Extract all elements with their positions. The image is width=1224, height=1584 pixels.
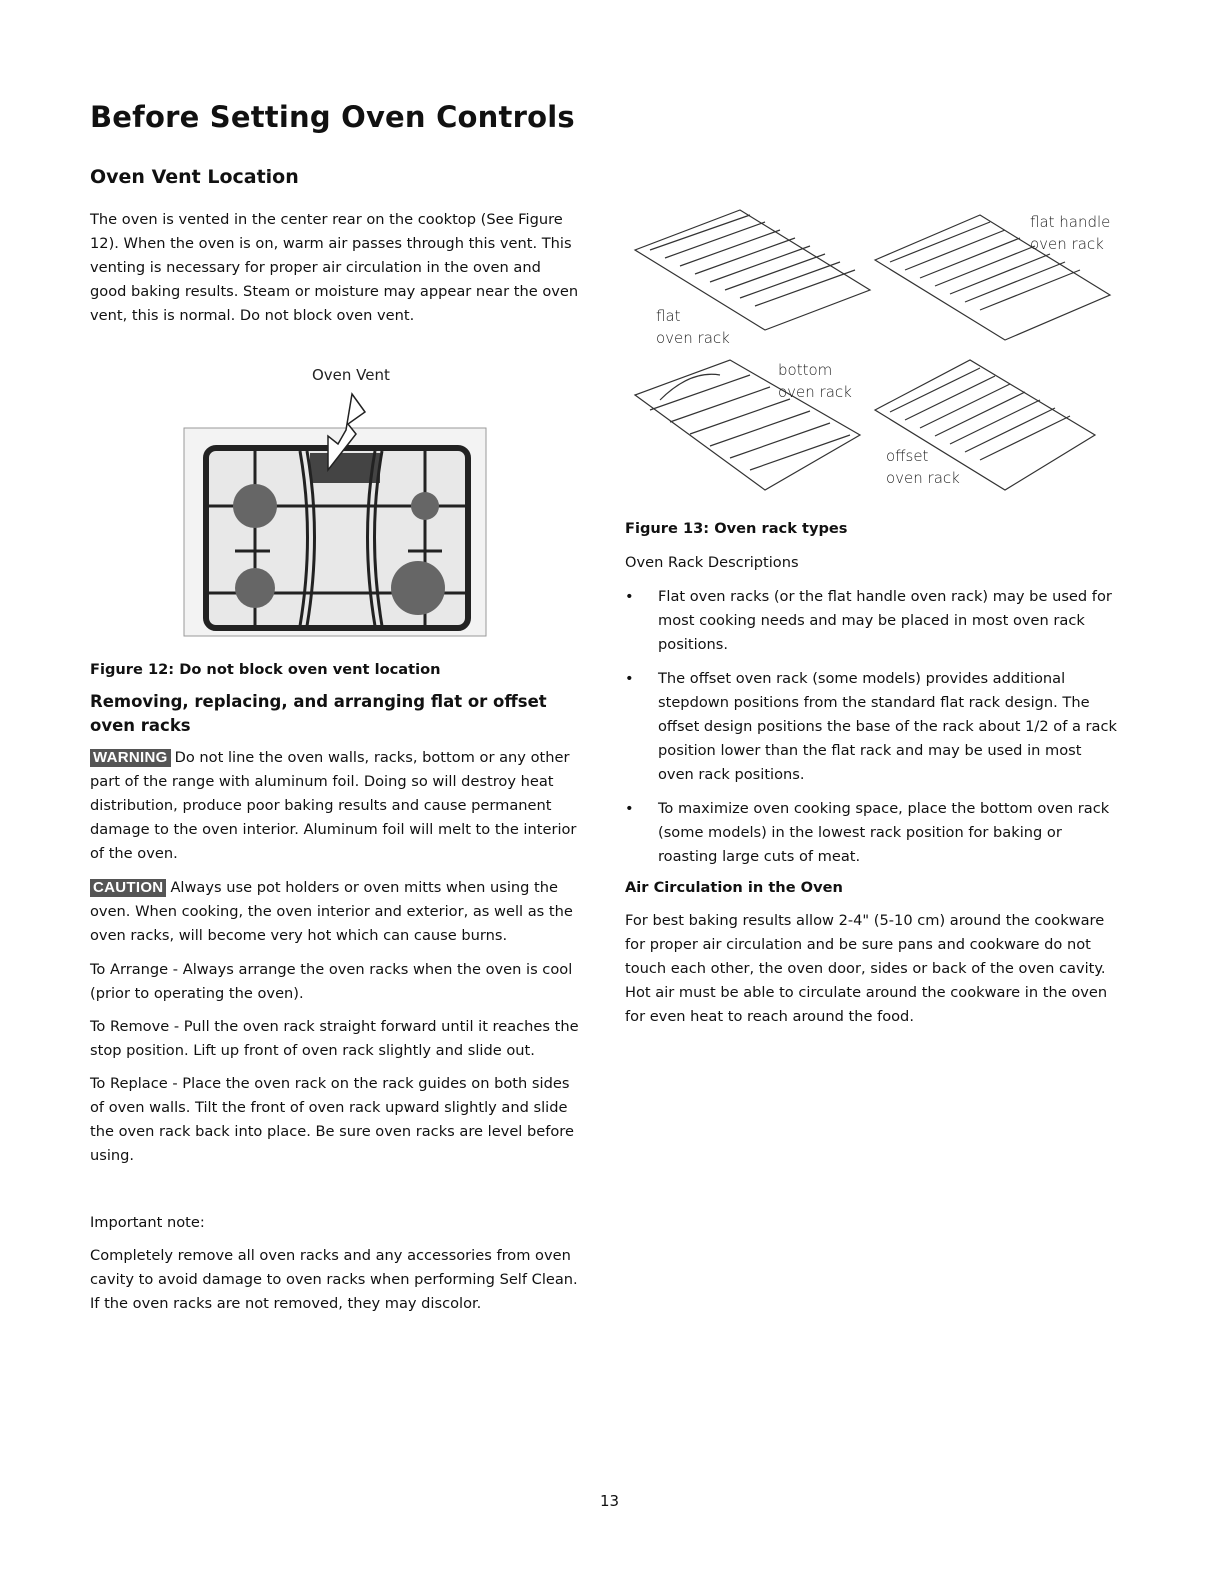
warning-text: Do not line the oven walls, racks, bottom or any other part of the range with aluminum foil. Doing so will destroy heat distribution, produce poor baking results and cause permanent damage to the oven interior. Aluminum foil will melt to the interior of the oven. [90, 749, 577, 862]
list-item: • The offset oven rack (some models) provides additional stepdown positions from the standard flat rack design. The offset design positions the base of the rack about 1/2 of a rack position lower than the flat rack and may be used in most oven rack positions. [625, 667, 1120, 787]
air-heading: Air Circulation in the Oven [625, 879, 843, 896]
label-bottom-2: oven rack [778, 383, 852, 401]
figure-12-caption: Figure 12: Do not block oven vent location [90, 661, 441, 678]
label-flat-handle: flat handle [1030, 213, 1111, 231]
replace-paragraph: To Replace - Place the oven rack on the rack guides on both sides of oven walls. Tilt the front of oven rack upward slightly and slide the oven rack back into place. Be sure oven racks are level before using. [90, 1075, 574, 1164]
racks-heading: Removing, replacing, and arranging flat or offset oven racks [90, 692, 547, 735]
page-number: 13 [600, 1492, 620, 1510]
section-title: Oven Vent Location [90, 166, 299, 188]
remove-paragraph: To Remove - Pull the oven rack straight forward until it reaches the stop position. Lift up front of oven rack slightly and slide out. [90, 1018, 579, 1059]
label-bottom: bottom [778, 361, 833, 379]
caution-block [90, 876, 590, 948]
caution-badge: CAUTION [90, 879, 166, 897]
page-title: Before Setting Oven Controls [90, 100, 575, 134]
figure-13-racks [620, 200, 1120, 500]
oven-vent-label: Oven Vent [312, 366, 390, 384]
list-item: • To maximize oven cooking space, place the bottom oven rack (some models) in the lowest rack position for baking or roasting large cuts of meat. [625, 797, 1120, 869]
flat-rack-wires [650, 215, 855, 306]
important-heading: Important note: [90, 1214, 205, 1231]
air-text: For best baking results allow 2-4" (5-10 cm) around the cookware for proper air circulation and be sure pans and cookware do not touch each other, the oven door, sides or back of the oven cavity. Hot air must be able to circulate around the cookware in the oven for even heat to reach around the food. [625, 912, 1108, 1025]
figure-12-cooktop [170, 366, 500, 646]
vent-paragraph: The oven is vented in the center rear on the cooktop (See Figure 12). When the oven is on, warm air passes through this vent. This venting is necessary for proper air circulation in the oven and good baking results. Steam or moisture may appear near the oven vent, this is normal. Do not block oven vent. [90, 211, 579, 324]
rack-desc-list [625, 585, 1120, 879]
label-flat-handle-2: oven rack [1030, 235, 1104, 253]
label-offset: offset [886, 447, 929, 465]
caution-text: Always use pot holders or oven mitts when using the oven. When cooking, the oven interior and exterior, as well as the oven racks, will become very hot which can cause burns. [90, 879, 573, 944]
warning-badge: WARNING [90, 749, 171, 767]
warning-block [90, 746, 590, 866]
label-offset-2: oven rack [886, 469, 960, 487]
label-flat: flat [656, 307, 681, 325]
cooktop-illustration [170, 366, 500, 646]
figure-13-caption: Figure 13: Oven rack types [625, 520, 848, 537]
important-text: Completely remove all oven racks and any accessories from oven cavity to avoid damage to oven racks when performing Self Clean. If the oven racks are not removed, they may discolor. [90, 1247, 578, 1312]
rack-desc-heading: Oven Rack Descriptions [625, 554, 799, 571]
arrange-paragraph: To Arrange - Always arrange the oven racks when the oven is cool (prior to operating the oven). [90, 961, 573, 1002]
label-flat-2: oven rack [656, 329, 730, 347]
list-item: • Flat oven racks (or the flat handle oven rack) may be used for most cooking needs and may be placed in most oven rack positions. [625, 585, 1120, 657]
